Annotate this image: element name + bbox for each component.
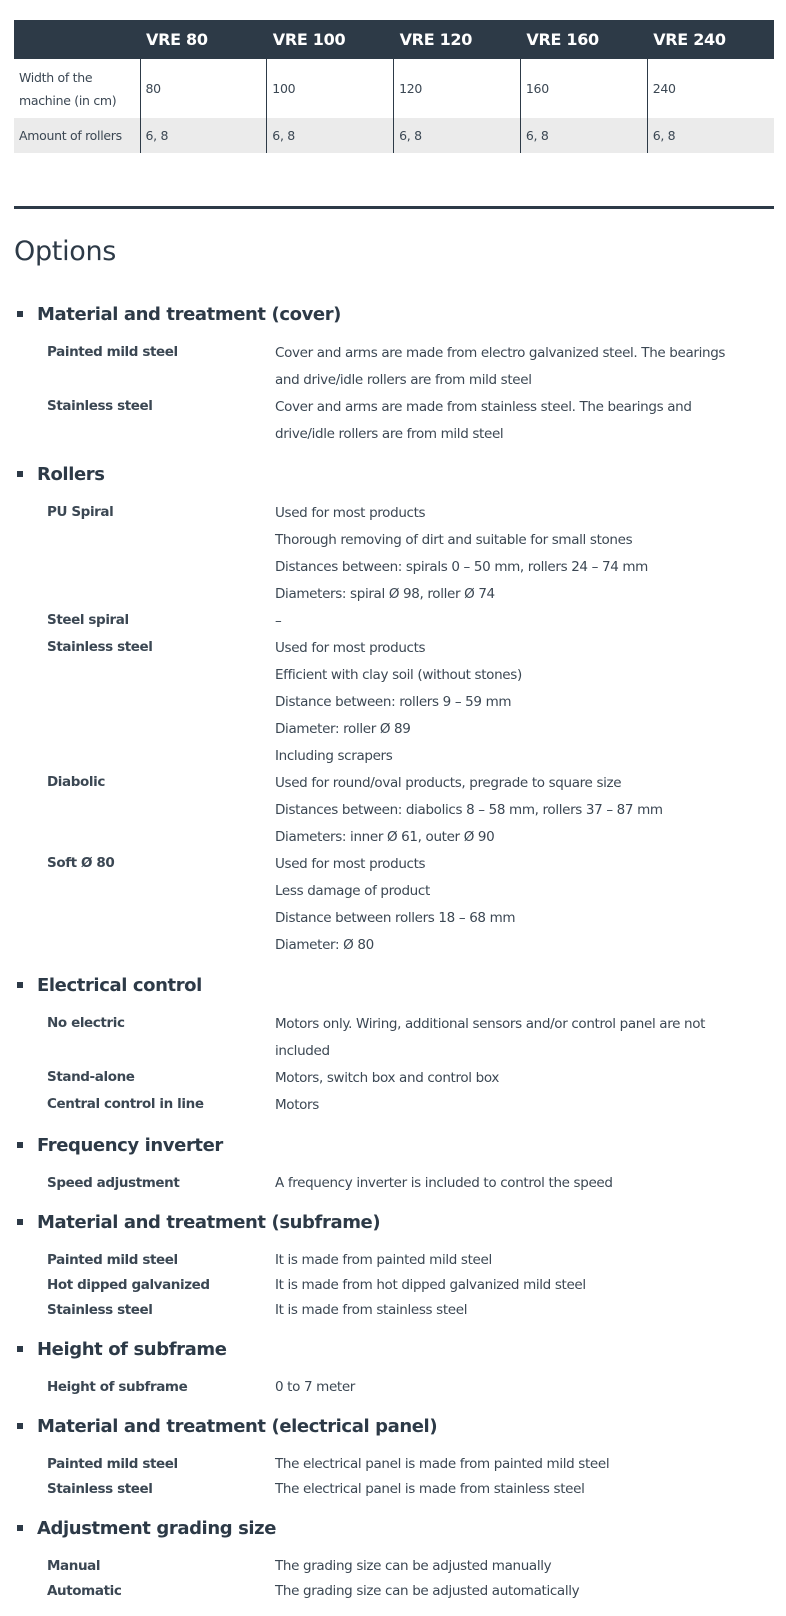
option-description-line: The grading size can be adjusted manually xyxy=(275,1558,552,1574)
option-description-line: Thorough removing of dirt and suitable for small stones xyxy=(275,532,633,548)
option-rows xyxy=(14,328,774,460)
square-bullet-icon xyxy=(17,1525,23,1531)
option-description xyxy=(275,340,774,394)
option-description-line: The electrical panel is made from stainless steel xyxy=(275,1481,585,1497)
option-section-header xyxy=(14,1514,774,1542)
option-description xyxy=(275,635,774,770)
option-label: Stainless steel xyxy=(47,1481,153,1497)
option-description xyxy=(275,1452,774,1477)
spec-header-vre240: VRE 240 xyxy=(647,20,774,59)
option-section-header xyxy=(14,1208,774,1236)
option-section-header xyxy=(14,1412,774,1440)
option-rows xyxy=(14,999,774,1131)
option-label: Manual xyxy=(47,1558,101,1574)
option-label: PU Spiral xyxy=(47,504,114,520)
option-label: Painted mild steel xyxy=(47,1456,178,1472)
option-label: Stainless steel xyxy=(47,639,153,655)
option-rows xyxy=(14,1542,774,1616)
option-label: Height of subframe xyxy=(47,1379,188,1395)
spec-cell: 6, 8 xyxy=(520,118,647,153)
option-row xyxy=(14,1298,774,1323)
option-row xyxy=(14,1375,774,1400)
option-description xyxy=(275,1554,774,1579)
square-bullet-icon xyxy=(17,1142,23,1148)
option-section-header xyxy=(14,1131,774,1159)
option-label: Stainless steel xyxy=(47,398,153,414)
option-description xyxy=(275,608,774,635)
option-description-line: Distance between: rollers 9 – 59 mm xyxy=(275,694,512,710)
option-description-line: Motors only. Wiring, additional sensors and/or control panel are not xyxy=(275,1016,706,1032)
option-row xyxy=(14,1554,774,1579)
spec-cell: 240 xyxy=(647,59,774,118)
option-row xyxy=(14,1477,774,1502)
options-heading: Options xyxy=(14,236,117,267)
option-label: Central control in line xyxy=(47,1096,204,1112)
option-label: Automatic xyxy=(47,1583,122,1599)
option-row xyxy=(14,500,774,608)
spec-table-container xyxy=(14,20,774,153)
option-description-line: Used for most products xyxy=(275,640,426,656)
option-description-line: Including scrapers xyxy=(275,748,393,764)
option-description-line: It is made from hot dipped galvanized mild steel xyxy=(275,1277,586,1293)
spec-cell: 160 xyxy=(520,59,647,118)
option-rows xyxy=(14,1159,774,1208)
spec-row-width xyxy=(14,59,774,118)
option-description xyxy=(275,1092,774,1119)
option-description-line: Diameter: Ø 80 xyxy=(275,937,374,953)
spec-cell: 6, 8 xyxy=(647,118,774,153)
option-description xyxy=(275,500,774,608)
spec-table-header-row xyxy=(14,20,774,59)
spec-row-label: Width of the machine (in cm) xyxy=(19,69,117,108)
option-description-line: A frequency inverter is included to control the speed xyxy=(275,1175,613,1191)
spec-cell: 120 xyxy=(394,59,521,118)
option-section xyxy=(14,460,774,971)
option-row xyxy=(14,1273,774,1298)
option-description-line: Distance between rollers 18 – 68 mm xyxy=(275,910,516,926)
option-rows xyxy=(14,1236,774,1335)
spec-header-vre160: VRE 160 xyxy=(520,20,647,59)
option-label: Hot dipped galvanized xyxy=(47,1277,210,1293)
option-section xyxy=(14,971,774,1131)
option-rows xyxy=(14,1363,774,1412)
option-description-line: Efficient with clay soil (without stones) xyxy=(275,667,522,683)
option-description xyxy=(275,1477,774,1502)
square-bullet-icon xyxy=(17,982,23,988)
option-row xyxy=(14,851,774,959)
option-description-line: The grading size can be adjusted automatically xyxy=(275,1583,580,1599)
option-label: No electric xyxy=(47,1015,125,1031)
option-description-line: Cover and arms are made from stainless steel. The bearings and xyxy=(275,399,692,415)
option-row xyxy=(14,770,774,851)
option-label: Painted mild steel xyxy=(47,1252,178,1268)
section-divider xyxy=(14,206,774,209)
option-description xyxy=(275,1171,774,1196)
option-section-header xyxy=(14,971,774,999)
options-list xyxy=(14,300,774,1616)
option-description-line: Cover and arms are made from electro galvanized steel. The bearings xyxy=(275,345,726,361)
option-row xyxy=(14,608,774,635)
option-description-line: Diameters: inner Ø 61, outer Ø 90 xyxy=(275,829,495,845)
option-label: Diabolic xyxy=(47,774,105,790)
option-description xyxy=(275,851,774,959)
square-bullet-icon xyxy=(17,1423,23,1429)
option-description-line: and drive/idle rollers are from mild steel xyxy=(275,372,532,388)
option-rows xyxy=(14,1440,774,1514)
square-bullet-icon xyxy=(17,1346,23,1352)
option-section xyxy=(14,1131,774,1208)
option-description-line: drive/idle rollers are from mild steel xyxy=(275,426,504,442)
spec-header-vre80: VRE 80 xyxy=(140,20,267,59)
option-description-line: Used for round/oval products, pregrade to square size xyxy=(275,775,622,791)
option-section xyxy=(14,1335,774,1412)
option-row xyxy=(14,635,774,770)
spec-header-empty xyxy=(14,20,140,59)
option-description-line: Motors, switch box and control box xyxy=(275,1070,499,1086)
option-row xyxy=(14,1171,774,1196)
option-description-line: 0 to 7 meter xyxy=(275,1379,356,1395)
option-description xyxy=(275,1248,774,1273)
option-section-header xyxy=(14,1335,774,1363)
option-label: Soft Ø 80 xyxy=(47,855,115,871)
option-section-title: Electrical control xyxy=(37,974,202,996)
spec-cell: 6, 8 xyxy=(267,118,394,153)
option-description-line: Diameter: roller Ø 89 xyxy=(275,721,411,737)
option-description-line: Distances between: spirals 0 – 50 mm, rollers 24 – 74 mm xyxy=(275,559,648,575)
square-bullet-icon xyxy=(17,471,23,477)
option-description-line: Used for most products xyxy=(275,505,426,521)
option-description xyxy=(275,1065,774,1092)
option-section xyxy=(14,1208,774,1335)
option-rows xyxy=(14,488,774,971)
option-label: Speed adjustment xyxy=(47,1175,180,1191)
spec-cell: 6, 8 xyxy=(140,118,267,153)
option-row xyxy=(14,1579,774,1604)
option-section-title: Rollers xyxy=(37,463,105,485)
spec-cell: 100 xyxy=(267,59,394,118)
option-section xyxy=(14,1514,774,1616)
option-row xyxy=(14,1065,774,1092)
option-description-line: It is made from painted mild steel xyxy=(275,1252,492,1268)
option-row xyxy=(14,394,774,448)
option-description-line: Less damage of product xyxy=(275,883,430,899)
option-description-line: The electrical panel is made from painted mild steel xyxy=(275,1456,610,1472)
option-row xyxy=(14,1011,774,1065)
option-description-line: Used for most products xyxy=(275,856,426,872)
square-bullet-icon xyxy=(17,311,23,317)
option-description xyxy=(275,1298,774,1323)
option-label: Steel spiral xyxy=(47,612,129,628)
option-description xyxy=(275,770,774,851)
spec-header-vre120: VRE 120 xyxy=(394,20,521,59)
option-section xyxy=(14,1412,774,1514)
square-bullet-icon xyxy=(17,1219,23,1225)
spec-header-vre100: VRE 100 xyxy=(267,20,394,59)
option-description xyxy=(275,1579,774,1604)
option-description xyxy=(275,1375,774,1400)
option-description-line: Distances between: diabolics 8 – 58 mm, rollers 37 – 87 mm xyxy=(275,802,663,818)
option-section-title: Material and treatment (cover) xyxy=(37,303,342,325)
option-description-line: It is made from stainless steel xyxy=(275,1302,468,1318)
option-description-line: included xyxy=(275,1043,330,1059)
option-row xyxy=(14,340,774,394)
spec-table xyxy=(14,20,774,153)
spec-cell: 6, 8 xyxy=(394,118,521,153)
option-description xyxy=(275,1273,774,1298)
option-section-title: Frequency inverter xyxy=(37,1134,223,1156)
option-label: Stand-alone xyxy=(47,1069,135,1085)
option-section-header xyxy=(14,300,774,328)
option-description-line: Motors xyxy=(275,1097,319,1113)
option-row xyxy=(14,1452,774,1477)
option-section-title: Height of subframe xyxy=(37,1338,227,1360)
option-description xyxy=(275,1011,774,1065)
option-section-header xyxy=(14,460,774,488)
spec-row-label: Amount of rollers xyxy=(14,118,140,153)
option-label: Painted mild steel xyxy=(47,344,178,360)
option-row xyxy=(14,1092,774,1119)
spec-cell: 80 xyxy=(140,59,267,118)
option-section-title: Material and treatment (electrical panel) xyxy=(37,1415,438,1437)
option-section xyxy=(14,300,774,460)
option-description-line: – xyxy=(275,613,282,629)
option-section-title: Adjustment grading size xyxy=(37,1517,277,1539)
option-description-line: Diameters: spiral Ø 98, roller Ø 74 xyxy=(275,586,495,602)
spec-row-rollers xyxy=(14,118,774,153)
option-section-title: Material and treatment (subframe) xyxy=(37,1211,381,1233)
option-label: Stainless steel xyxy=(47,1302,153,1318)
option-row xyxy=(14,1248,774,1273)
option-description xyxy=(275,394,774,448)
